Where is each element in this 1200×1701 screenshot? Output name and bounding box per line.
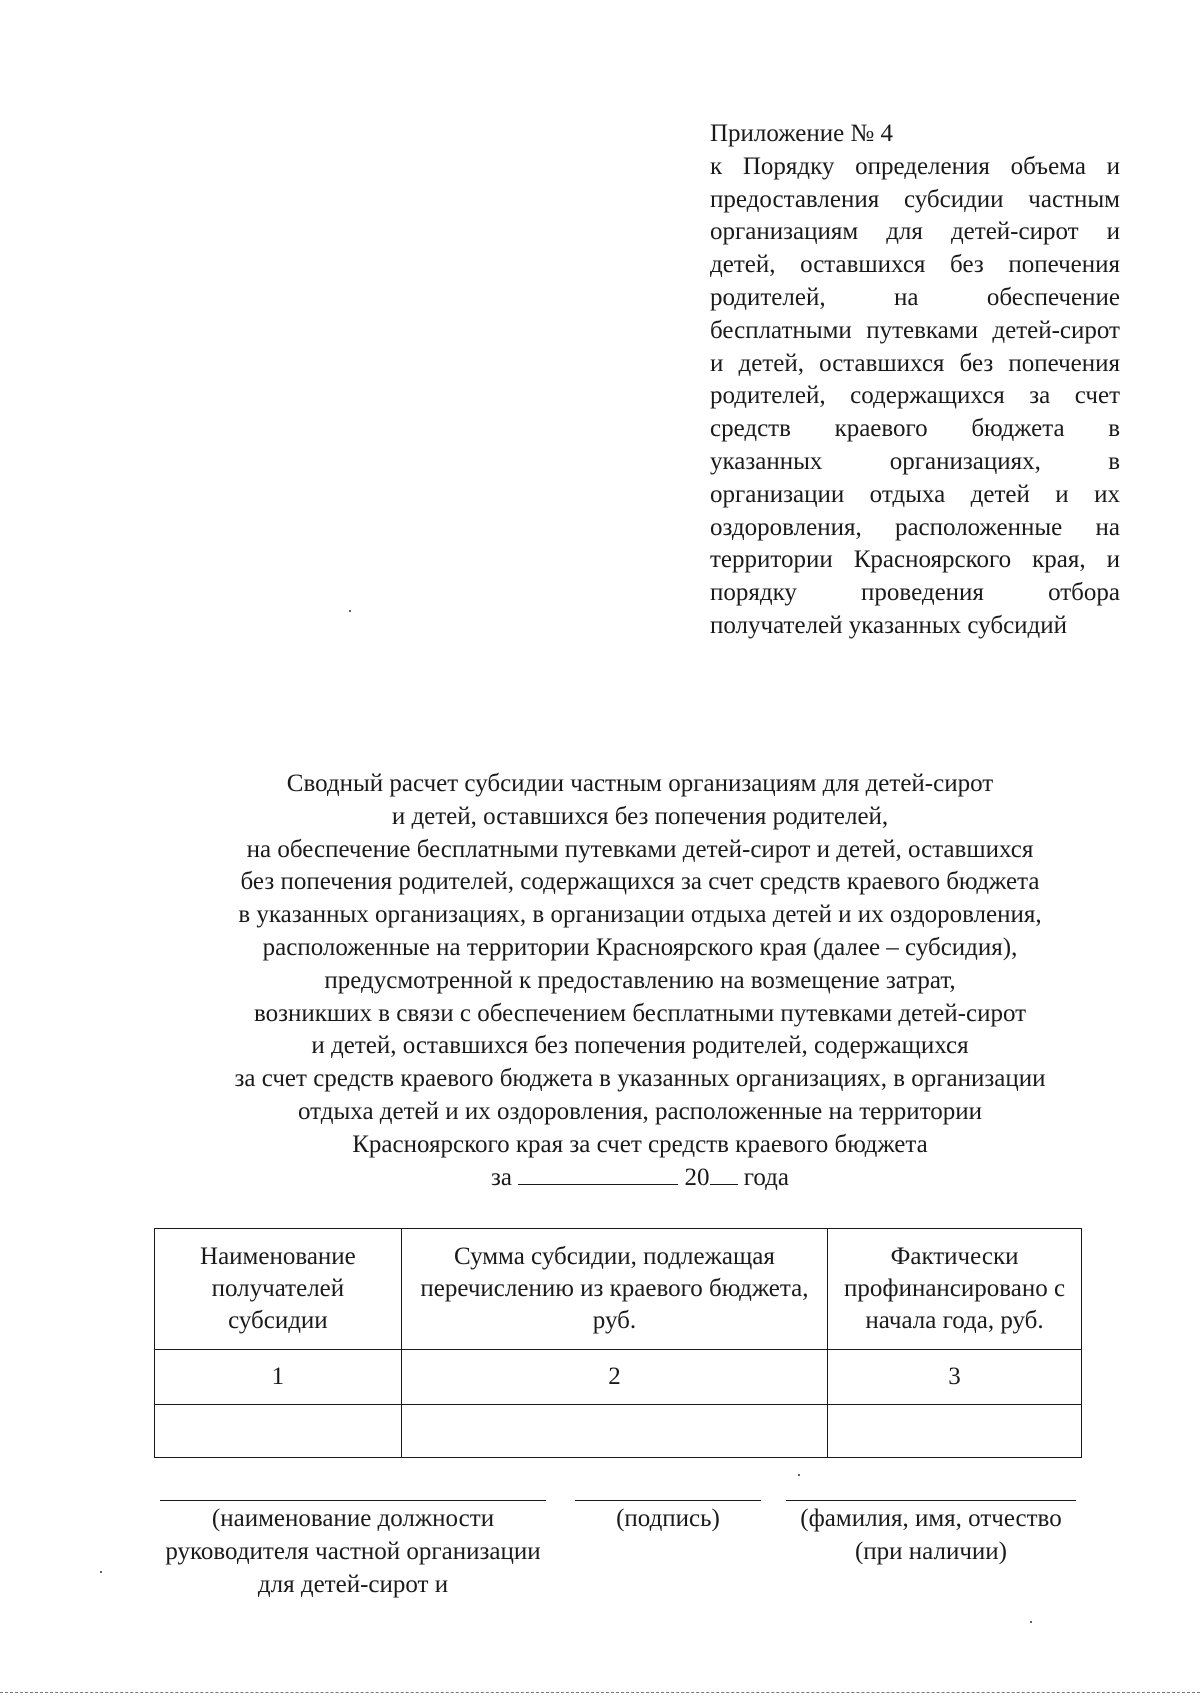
table-row (155, 1405, 1082, 1458)
column-number-row (155, 1350, 1082, 1405)
title-line: Сводный расчет субсидии частным организациям для детей-сирот (286, 770, 994, 797)
column-number: 2 (401, 1350, 827, 1405)
header-recipient: Наименование получателей субсидии (155, 1229, 402, 1350)
signature-line (575, 1500, 761, 1501)
appendix-block (710, 118, 1120, 643)
signature-caption: (подпись) (616, 1505, 720, 1532)
column-number: 3 (828, 1350, 1082, 1405)
position-caption: (наименование должности руководителя частной организации для детей-сирот и (165, 1505, 541, 1598)
title-line: на обеспечение бесплатными путевками детей-сирот и детей, оставшихся (246, 835, 1034, 863)
title-line: в указанных организациях, в организации отдыха детей и их оздоровления, (238, 901, 1042, 929)
name-signature-line (786, 1500, 1076, 1501)
title-line: за счет средств краевого бюджета в указанных организациях, в организации (234, 1065, 1046, 1093)
scan-speck (100, 1571, 102, 1573)
period-blank (518, 1162, 678, 1185)
period-suffix: года (743, 1163, 789, 1191)
column-number: 1 (155, 1350, 402, 1405)
appendix-text: к Порядку определения объема и предоставления субсидии частным организациям для детей-сирот и детей, оставшихся без попечения родителей, на обеспечение бесплатными путевками детей-сирот и детей, оставшихся без попечения родителей, содержащихся за счет средств краевого бюджета в указанных организациях, в организации отдыха детей и их оздоровления, расположенные на территории Красноярского края, и порядку проведения отбора получателей указанных субсидий (710, 152, 1120, 639)
period-line (150, 1162, 1130, 1195)
title-line: предусмотренной к предоставлению на возмещение затрат, (324, 966, 956, 994)
document-title (150, 768, 1130, 1194)
header-financed: Фактически профинансировано с начала года, руб. (828, 1229, 1082, 1350)
subsidy-table (154, 1228, 1082, 1458)
title-line: отдыха детей и их оздоровления, расположенные на территории (298, 1097, 982, 1125)
scan-speck (798, 1474, 800, 1476)
header-amount: Сумма субсидии, подлежащая перечислению из краевого бюджета, руб. (401, 1229, 827, 1350)
period-year: 20 (684, 1163, 710, 1191)
title-line: возникших в связи с обеспечением бесплатными путевками детей-сирот (253, 999, 1027, 1027)
table-cell (401, 1405, 827, 1458)
name-caption: (фамилия, имя, отчество (при наличии) (800, 1505, 1062, 1565)
title-line: расположенные на территории Красноярского края (далее – субсидия), (262, 933, 1018, 961)
scan-speck (1030, 1621, 1032, 1623)
table-cell (828, 1405, 1082, 1458)
period-prefix: за (491, 1163, 512, 1191)
title-line: без попечения родителей, содержащихся за счет средств краевого бюджета (240, 868, 1040, 896)
title-line: Красноярского края за счет средств краевого бюджета (352, 1130, 928, 1158)
table-cell (155, 1405, 402, 1458)
title-line: и детей, оставшихся без попечения родителей, (391, 802, 889, 830)
title-line: и детей, оставшихся без попечения родителей, содержащихся (311, 1032, 969, 1060)
position-signature-line (160, 1500, 546, 1501)
year-blank (710, 1162, 738, 1185)
scan-speck (349, 610, 351, 612)
scan-edge-dots (0, 1692, 1200, 1693)
appendix-number: Приложение № 4 (710, 120, 894, 147)
table-header-row (155, 1229, 1082, 1350)
